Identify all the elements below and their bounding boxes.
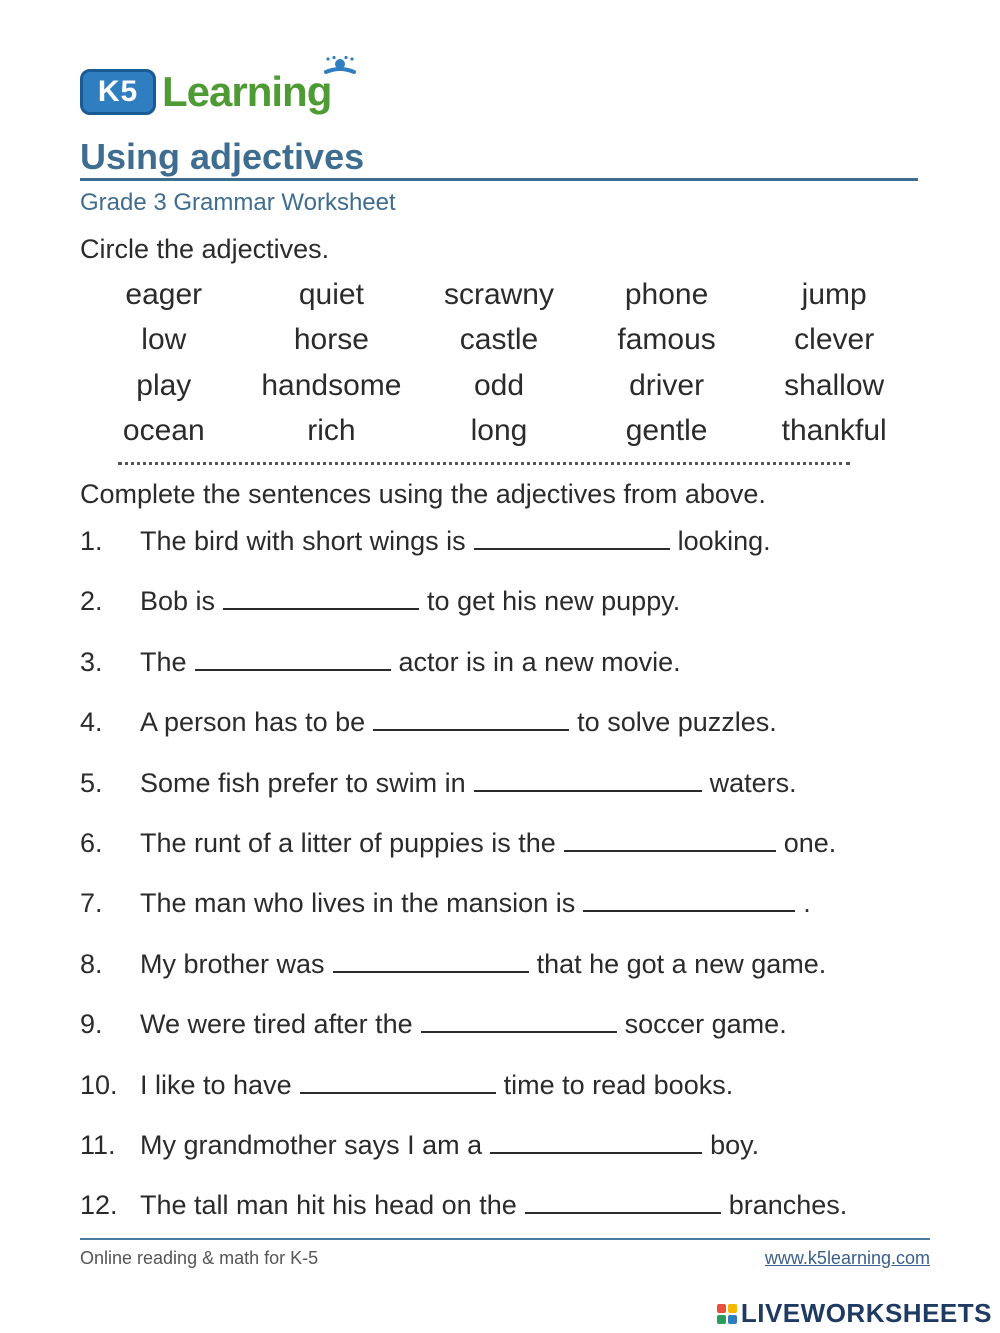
answer-blank[interactable] — [195, 649, 391, 671]
sentence-text-after: . — [803, 888, 811, 919]
worksheet-subtitle: Grade 3 Grammar Worksheet — [80, 189, 396, 216]
sentence-text-after: to solve puzzles. — [577, 707, 777, 738]
sentence-line — [80, 768, 797, 799]
sentence-line — [80, 1190, 847, 1221]
word-row — [80, 363, 918, 409]
word-item[interactable]: driver — [629, 368, 705, 402]
sentence-line — [80, 1009, 787, 1040]
k5-learning-logo — [80, 60, 331, 124]
sentence-line — [80, 526, 771, 557]
word-item[interactable]: thankful — [781, 414, 887, 448]
sentence-number: 2. — [80, 586, 103, 617]
word-item[interactable]: rich — [307, 414, 356, 448]
answer-blank[interactable] — [223, 588, 419, 610]
answer-blank[interactable] — [490, 1132, 702, 1154]
sentence-text-before: My grandmother says I am a — [140, 1130, 483, 1160]
answer-blank[interactable] — [421, 1011, 617, 1033]
sentence-text-before: I like to have — [140, 1069, 292, 1100]
sentence-text-before: My brother was — [140, 948, 325, 979]
footer-website-link[interactable]: www.k5learning.com — [764, 1248, 930, 1268]
word-item[interactable]: low — [141, 323, 187, 357]
logo-square — [728, 1315, 737, 1324]
logo-wordmark: Learning — [162, 68, 332, 115]
sentence-text-after: branches. — [728, 1190, 848, 1221]
complete-instruction: Complete the sentences using the adjectives from above. — [80, 479, 766, 509]
sentence-text-before: The man who lives in the mansion is — [140, 888, 576, 919]
word-row — [80, 318, 918, 364]
section-divider — [118, 462, 850, 465]
sentence-text-after: that he got a new game. — [536, 948, 827, 979]
word-item[interactable]: play — [136, 368, 192, 402]
word-item[interactable]: famous — [617, 323, 716, 357]
word-item[interactable]: scrawny — [443, 277, 554, 311]
answer-blank[interactable] — [300, 1072, 496, 1094]
sentence-number: 10. — [80, 1069, 118, 1100]
sentence-text-before: A person has to be — [140, 707, 366, 738]
logo-square — [717, 1304, 726, 1313]
sentence-text-before: The runt of a litter of puppies is the — [140, 828, 556, 858]
sentence-line — [80, 707, 777, 738]
sentence-text-before: The bird with short wings is — [140, 526, 466, 556]
sentence-line — [80, 828, 836, 859]
sentence-text-before: We were tired after the — [140, 1009, 413, 1040]
answer-blank[interactable] — [583, 890, 795, 912]
sentence-text-after: to get his new puppy. — [427, 586, 681, 617]
answer-blank[interactable] — [474, 770, 702, 792]
logo-figure-icon — [320, 56, 360, 92]
liveworksheets-logo-icon — [717, 1304, 737, 1324]
word-item[interactable]: ocean — [122, 414, 205, 448]
word-item[interactable]: jump — [801, 277, 867, 311]
word-row — [80, 409, 918, 455]
word-item[interactable]: quiet — [298, 277, 364, 311]
sentence-text-before: The tall man hit his head on the — [140, 1190, 517, 1221]
worksheet-title: Using adjectives — [80, 136, 365, 177]
liveworksheets-watermark — [717, 1298, 992, 1329]
sentence-text-before: Bob is — [140, 586, 216, 617]
answer-blank[interactable] — [474, 528, 670, 550]
sentence-number: 8. — [80, 948, 103, 979]
sentence-line — [80, 888, 811, 919]
sentence-text-before: Some fish prefer to swim in — [140, 767, 466, 798]
answer-blank[interactable] — [525, 1192, 721, 1214]
sentence-number: 6. — [80, 828, 103, 858]
logo-badge-text: K5 — [97, 75, 139, 108]
word-item[interactable]: odd — [473, 368, 525, 402]
word-item[interactable]: eager — [125, 277, 203, 311]
sentence-number: 5. — [80, 767, 103, 798]
sentence-text-after: one. — [783, 828, 837, 858]
sentence-number: 4. — [80, 707, 103, 738]
sentence-line — [80, 647, 681, 678]
word-item[interactable]: handsome — [261, 368, 402, 402]
sentence-number: 7. — [80, 888, 103, 919]
word-item[interactable]: long — [470, 414, 528, 448]
sentence-line — [80, 949, 826, 980]
word-item[interactable]: clever — [794, 323, 875, 357]
sentence-text-after: soccer game. — [624, 1009, 787, 1040]
liveworksheets-text: LIVEWORKSHEETS — [740, 1298, 992, 1328]
sentence-text-before: The — [140, 646, 187, 677]
sentence-text-after: actor is in a new movie. — [398, 646, 681, 677]
logo-square — [717, 1315, 726, 1324]
logo-square — [728, 1304, 737, 1313]
sentence-number: 12. — [80, 1190, 118, 1221]
word-item[interactable]: gentle — [625, 414, 708, 448]
word-bank — [80, 272, 918, 454]
answer-blank[interactable] — [564, 830, 776, 852]
answer-blank[interactable] — [373, 709, 569, 731]
answer-blank[interactable] — [333, 951, 529, 973]
sentence-line — [80, 1130, 759, 1161]
word-item[interactable]: horse — [293, 323, 369, 357]
word-item[interactable]: shallow — [784, 368, 885, 402]
sentence-text-after: waters. — [709, 767, 797, 798]
title-underline — [80, 178, 918, 181]
footer-rule — [80, 1238, 930, 1240]
sentence-line — [80, 1070, 733, 1101]
sentence-text-after: boy. — [710, 1130, 760, 1160]
sentence-number: 11. — [80, 1130, 116, 1160]
k5-logo-badge — [80, 69, 156, 115]
sentence-number: 9. — [80, 1009, 103, 1040]
circle-instruction: Circle the adjectives. — [80, 234, 330, 264]
sentence-number: 3. — [80, 646, 103, 677]
sentence-number: 1. — [80, 526, 103, 556]
word-row — [80, 272, 918, 318]
footer-tagline: Online reading & math for K-5 — [80, 1248, 319, 1268]
sentence-text-after: looking. — [677, 526, 771, 556]
sentence-line — [80, 586, 680, 617]
sentence-text-after: time to read books. — [503, 1069, 734, 1100]
word-item[interactable]: phone — [624, 277, 709, 311]
word-item[interactable]: castle — [459, 323, 539, 357]
